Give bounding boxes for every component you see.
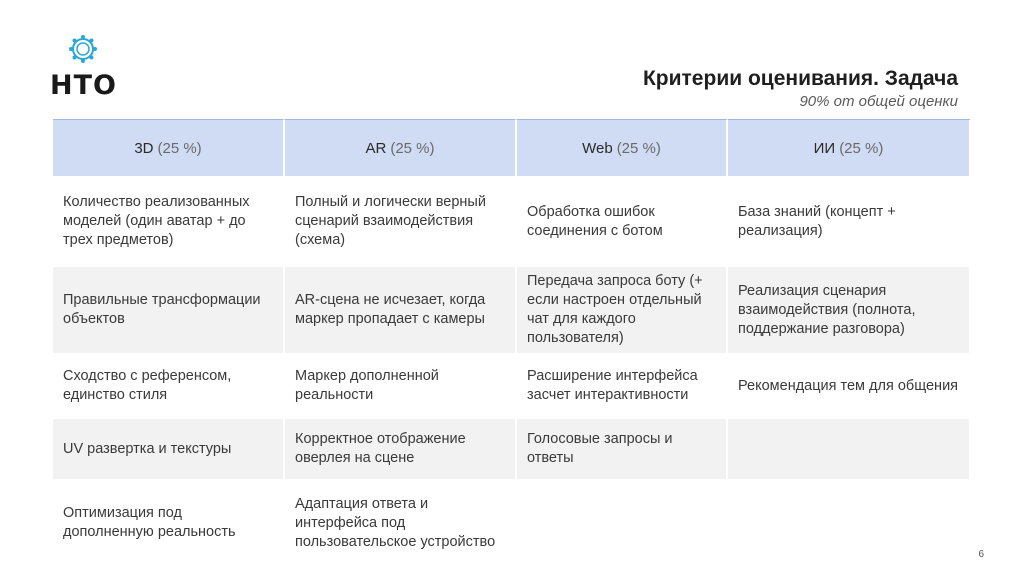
page-title: Критерии оценивания. Задача <box>642 67 958 90</box>
table-cell: Количество реализованных моделей (один аватар + до трех предметов) <box>53 178 285 267</box>
column-header-web <box>517 119 728 178</box>
nto-logo <box>50 34 130 104</box>
table-cell: UV развертка и текстуры <box>53 419 285 481</box>
column-header-ar <box>285 119 517 178</box>
column-header-name: ИИ <box>813 139 836 157</box>
table-cell: AR-сцена не исчезает, когда маркер пропадает с камеры <box>285 267 517 355</box>
table-cell: Правильные трансформации объектов <box>53 267 285 355</box>
column-header-3d <box>53 119 285 178</box>
table-cell: Реализация сценария взаимодействия (полнота, поддержание разговора) <box>728 267 971 355</box>
table-cell: Маркер дополненной реальности <box>285 355 517 419</box>
column-header-percent: (25 %) <box>390 139 435 157</box>
table-cell: Адаптация ответа и интерфейса под пользовательское устройство <box>285 481 517 567</box>
column-header-name: 3D <box>134 139 154 157</box>
table-cell: Голосовые запросы и ответы <box>517 419 728 481</box>
table-cell-empty <box>728 481 971 567</box>
column-header-percent: (25 %) <box>157 139 202 157</box>
table-cell: Корректное отображение оверлея на сцене <box>285 419 517 481</box>
table-cell: Оптимизация под дополненную реальность <box>53 481 285 567</box>
table-cell-empty <box>517 481 728 567</box>
column-header-percent: (25 %) <box>839 139 884 157</box>
column-header-name: Web <box>582 139 613 157</box>
snowflake-ring-logo-icon <box>68 34 98 64</box>
table-cell: Расширение интерфейса засчет интерактивности <box>517 355 728 419</box>
criteria-table <box>53 119 971 567</box>
column-header-percent: (25 %) <box>616 139 661 157</box>
column-header-ai <box>728 119 971 178</box>
table-cell-empty <box>728 419 971 481</box>
logo-text: НТО <box>50 70 117 101</box>
table-cell: Рекомендация тем для общения <box>728 355 971 419</box>
table-cell: Полный и логически верный сценарий взаимодействия (схема) <box>285 178 517 267</box>
table-cell: Обработка ошибок соединения с ботом <box>517 178 728 267</box>
table-cell: База знаний (концепт + реализация) <box>728 178 971 267</box>
column-header-name: AR <box>365 139 387 157</box>
table-cell: Передача запроса боту (+ если настроен отдельный чат для каждого пользователя) <box>517 267 728 355</box>
page-subtitle: 90% от общей оценки <box>799 93 958 110</box>
page-number: 6 <box>978 549 984 560</box>
header <box>643 66 958 112</box>
table-cell: Сходство с референсом, единство стиля <box>53 355 285 419</box>
